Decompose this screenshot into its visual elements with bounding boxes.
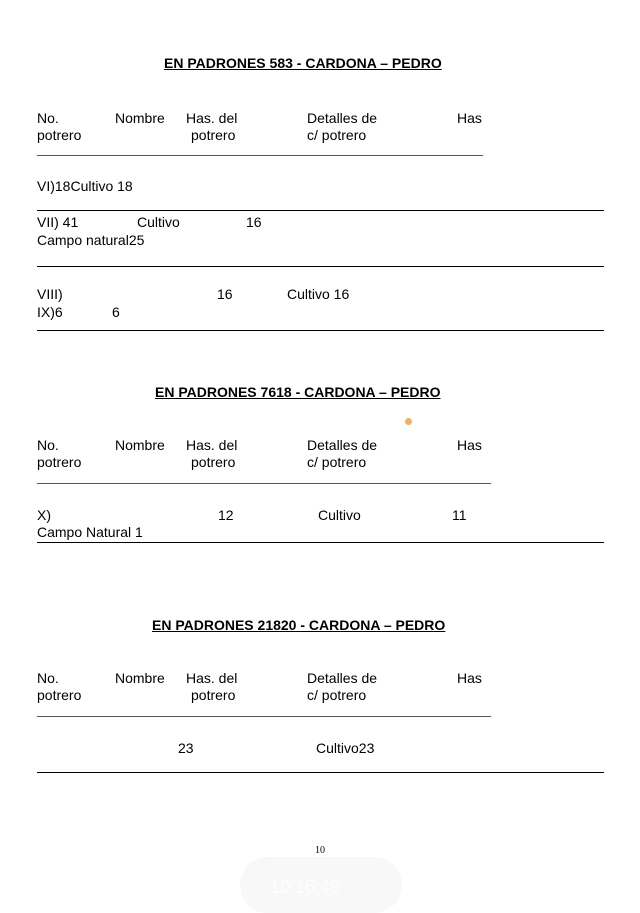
s1-row2-has: 16: [246, 214, 262, 230]
section2-title: EN PADRONES 7618 - CARDONA – PEDRO: [155, 384, 441, 400]
section3-title: EN PADRONES 21820 - CARDONA – PEDRO: [152, 617, 446, 633]
s1-rule3: [37, 330, 604, 331]
header-rule: [37, 155, 483, 156]
s2-row1-sub: Campo Natural 1: [37, 524, 143, 540]
s2-header-rule: [37, 483, 491, 484]
s2-col-no-sub: potrero: [37, 454, 82, 470]
s3-col-has-del-sub: potrero: [191, 687, 236, 703]
s2-col-has-del: Has. del: [186, 437, 238, 453]
s3-row1-has: 23: [178, 740, 194, 756]
col-has-del: Has. del: [186, 110, 238, 126]
s1-row3-sub-has: 6: [112, 304, 120, 320]
s3-row1-det: Cultivo23: [316, 740, 375, 756]
s1-row1: VI)18Cultivo 18: [37, 178, 133, 194]
col-detalles: Detalles de: [307, 110, 378, 126]
col-has-del-sub: potrero: [191, 127, 236, 143]
s2-col-detalles-sub: c/ potrero: [307, 454, 367, 470]
s2-col-has-del-sub: potrero: [191, 454, 236, 470]
s1-row2-sub: Campo natural25: [37, 232, 145, 248]
section1-title: EN PADRONES 583 - CARDONA – PEDRO: [164, 55, 442, 71]
col-no-sub: potrero: [37, 127, 82, 143]
overlay-dot: [405, 418, 412, 425]
s3-header-rule: [37, 716, 491, 717]
col-nombre: Nombre: [115, 110, 165, 126]
s3-rule1: [37, 772, 604, 773]
col-no: No.: [37, 110, 59, 126]
s2-col-has: Has: [457, 437, 482, 453]
s3-col-has: Has: [457, 670, 482, 686]
page-number: 10: [315, 845, 325, 856]
s1-row3-has: 16: [217, 286, 233, 302]
s3-col-detalles-sub: c/ potrero: [307, 687, 367, 703]
s2-row1-no: X): [37, 507, 51, 523]
s1-row2-det: Cultivo: [137, 214, 180, 230]
s1-row3-det: Cultivo 16: [287, 286, 350, 302]
col-detalles-sub: c/ potrero: [307, 127, 367, 143]
s2-row1-det: Cultivo: [318, 507, 361, 523]
s3-col-detalles: Detalles de: [307, 670, 378, 686]
s1-row2-no: VII) 41: [37, 214, 79, 230]
s2-col-detalles: Detalles de: [307, 437, 378, 453]
timestamp-overlay-text: 10:16:49: [270, 877, 341, 897]
s2-row1-hasc: 11: [452, 507, 467, 523]
s1-rule1: [37, 210, 604, 211]
s1-rule2: [37, 266, 604, 267]
s2-col-nombre: Nombre: [115, 437, 165, 453]
s3-col-nombre: Nombre: [115, 670, 165, 686]
s2-row1-has: 12: [218, 507, 234, 523]
col-has: Has: [457, 110, 482, 126]
s1-row3-sub-no: IX)6: [37, 304, 63, 320]
s3-col-no-sub: potrero: [37, 687, 82, 703]
s2-col-no: No.: [37, 437, 59, 453]
s1-row3-no: VIII): [37, 286, 63, 302]
s2-rule1: [37, 542, 604, 543]
s3-col-has-del: Has. del: [186, 670, 238, 686]
s3-col-no: No.: [37, 670, 59, 686]
